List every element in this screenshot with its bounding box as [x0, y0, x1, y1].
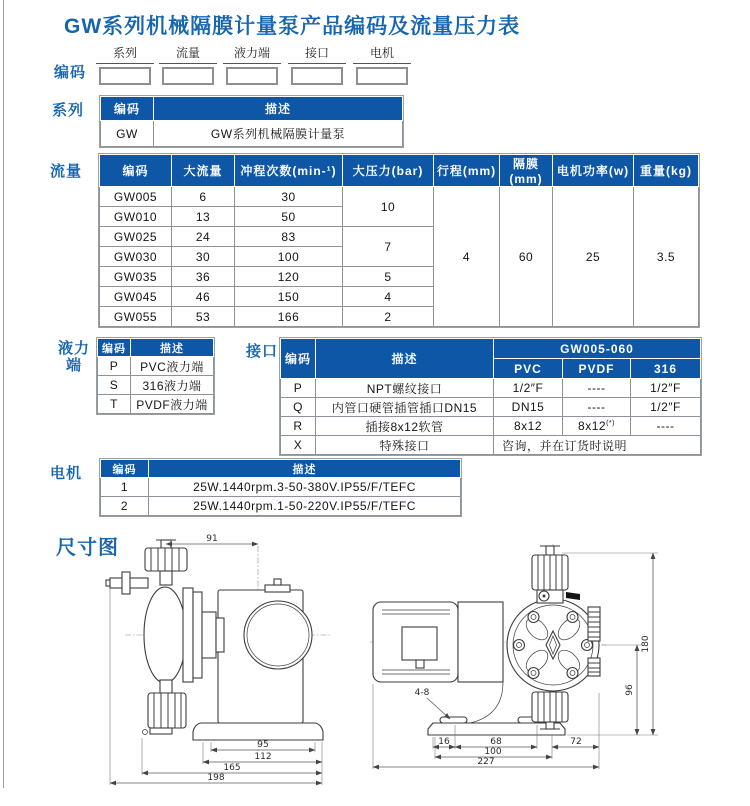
page-title: GW系列机械隔膜计量泵产品编码及流量压力表 — [64, 15, 521, 38]
table-header-row — [101, 460, 461, 478]
cell: 36 — [172, 267, 235, 287]
col-header: 电机功率(w) — [553, 155, 634, 187]
table-row — [98, 376, 214, 395]
cell — [563, 417, 631, 436]
coding-group-interface — [288, 44, 346, 85]
interface-section-label: 接口 — [246, 343, 279, 360]
col-header: 316 — [631, 359, 701, 379]
cell: PVDF液力端 — [131, 395, 214, 414]
col-header: 描述 — [149, 460, 461, 478]
cell: P — [281, 379, 316, 398]
coding-box-flow — [162, 67, 214, 85]
motor-table — [100, 459, 461, 516]
col-header: PVDF — [563, 359, 631, 379]
coding-box-interface — [291, 67, 343, 85]
table-row — [281, 379, 701, 398]
cell: 316液力端 — [131, 376, 214, 395]
cell: 150 — [235, 287, 343, 307]
cell: 2 — [101, 497, 149, 516]
coding-box-hydraulic — [226, 67, 278, 85]
cell: ---- — [563, 379, 631, 398]
cell: 24 — [172, 227, 235, 247]
dim-91: 91 — [206, 534, 218, 544]
cell: 25W.1440rpm.1-50-220V.IP55/F/TEFC — [149, 497, 461, 516]
dim-68: 68 — [490, 737, 502, 747]
cell: X — [281, 436, 316, 455]
table-row — [281, 417, 701, 436]
cell: 30 — [172, 247, 235, 267]
col-header: 编码 — [100, 155, 172, 187]
group-header: GW005-060 — [494, 339, 701, 359]
col-header: 描述 — [154, 97, 403, 121]
coding-group-motor — [353, 44, 411, 85]
hydraulic-label-line1: 液力 — [57, 340, 90, 357]
flow-table — [99, 154, 699, 327]
dim-100: 100 — [484, 747, 502, 757]
coding-field-label: 流量 — [159, 44, 217, 64]
dim-165: 165 — [223, 763, 241, 773]
col-header: 编码 — [101, 97, 154, 121]
hydraulic-section-label — [52, 340, 96, 374]
coding-box-series — [99, 67, 151, 85]
indicator-marker — [566, 592, 580, 600]
dim-72: 72 — [570, 737, 582, 747]
cell: 30 — [235, 187, 343, 207]
interface-table — [280, 338, 701, 455]
dim-180: 180 — [641, 635, 651, 653]
cell: 53 — [172, 307, 235, 327]
cell: GW025 — [100, 227, 172, 247]
col-header: 编码 — [98, 339, 131, 357]
coding-group-flow — [159, 44, 217, 85]
cell: 内管口硬管插管插口DN15 — [316, 398, 494, 417]
cell-power: 25 — [553, 187, 634, 327]
motor-section-label: 电机 — [50, 465, 83, 482]
cell: 6 — [172, 187, 235, 207]
cell: 1/2″F — [631, 379, 701, 398]
dim-198: 198 — [207, 773, 225, 783]
table-header-row — [100, 155, 699, 187]
cell: 1/2″F — [631, 398, 701, 417]
cell: ---- — [563, 398, 631, 417]
hydraulic-label-line2: 端 — [65, 357, 82, 374]
col-header: 大压力(bar) — [343, 155, 434, 187]
col-header: 描述 — [316, 339, 494, 379]
cell: 46 — [172, 287, 235, 307]
cell-weight: 3.5 — [634, 187, 699, 327]
cell: NPT螺纹接口 — [316, 379, 494, 398]
front-view-diagram — [370, 536, 670, 800]
dim-95: 95 — [257, 740, 269, 750]
cell-pressure: 2 — [343, 307, 434, 327]
cell: 100 — [235, 247, 343, 267]
col-header: 编码 — [101, 460, 149, 478]
cell: R — [281, 417, 316, 436]
col-header: 编码 — [281, 339, 316, 379]
col-header: 大流量 — [172, 155, 235, 187]
cell: 83 — [235, 227, 343, 247]
cell: T — [98, 395, 131, 414]
cell: 1/2″F — [494, 379, 563, 398]
left-edge-rule — [3, 0, 4, 788]
cell: 120 — [235, 267, 343, 287]
cell: GW045 — [100, 287, 172, 307]
cell-value: 8x12 — [578, 419, 607, 433]
cell: S — [98, 376, 131, 395]
table-header-row — [101, 97, 403, 121]
cell: 特殊接口 — [316, 436, 494, 455]
cell: GW010 — [100, 207, 172, 227]
cell-pressure: 4 — [343, 287, 434, 307]
flow-section-label: 流量 — [50, 163, 83, 180]
table-header-row — [98, 339, 214, 357]
dim-227: 227 — [477, 757, 495, 767]
table-row — [98, 357, 214, 376]
coding-field-label: 系列 — [96, 44, 154, 64]
table-row — [100, 187, 699, 207]
coding-field-label: 接口 — [288, 44, 346, 64]
footnote-marker: (*) — [606, 420, 615, 427]
cell: 13 — [172, 207, 235, 227]
cell: GW055 — [100, 307, 172, 327]
cell: 25W.1440rpm.3-50-380V.IP55/F/TEFC — [149, 478, 461, 497]
cell-pressure: 5 — [343, 267, 434, 287]
table-row — [281, 398, 701, 417]
pump-front-view — [370, 544, 606, 735]
dim-112: 112 — [254, 752, 272, 762]
cell: ---- — [631, 417, 701, 436]
cell: GW030 — [100, 247, 172, 267]
coding-section-label: 编码 — [54, 64, 87, 81]
table-row — [98, 395, 214, 414]
coding-group-series — [96, 44, 154, 85]
cell-pressure: 10 — [343, 187, 434, 227]
cell: DN15 — [494, 398, 563, 417]
pump-side-view — [106, 540, 332, 785]
cell-pressure: 7 — [343, 227, 434, 267]
side-view-diagram — [80, 534, 345, 800]
table-header-row — [281, 339, 701, 359]
cell: 50 — [235, 207, 343, 227]
cell: 1 — [101, 478, 149, 497]
dimensions-section-label: 尺寸图 — [56, 537, 119, 559]
dim-96: 96 — [625, 684, 635, 696]
coding-field-label: 电机 — [353, 44, 411, 64]
col-header: 描述 — [131, 339, 214, 357]
cell-stroke: 4 — [434, 187, 500, 327]
dim-holes: 4-8 — [414, 688, 430, 698]
cell: 166 — [235, 307, 343, 327]
cell: 插接8x12软管 — [316, 417, 494, 436]
hydraulic-table — [97, 338, 214, 414]
cell: Q — [281, 398, 316, 417]
table-row — [101, 121, 403, 147]
table-row — [101, 497, 461, 516]
series-section-label: 系列 — [52, 102, 85, 119]
coding-group-hydraulic — [223, 44, 281, 85]
cell: GW005 — [100, 187, 172, 207]
cell: PVC液力端 — [131, 357, 214, 376]
cell: GW系列机械隔膜计量泵 — [154, 121, 403, 147]
cell-diaphragm: 60 — [500, 187, 553, 327]
series-table — [100, 96, 403, 147]
coding-box-motor — [356, 67, 408, 85]
coding-field-label: 液力端 — [223, 44, 281, 64]
cell-note: 咨询，并在订货时说明 — [494, 436, 701, 455]
col-header: 隔膜(mm) — [500, 155, 553, 187]
col-header: 重量(kg) — [634, 155, 699, 187]
dim-16: 16 — [438, 737, 450, 747]
col-header: PVC — [494, 359, 563, 379]
table-row — [101, 478, 461, 497]
table-row — [281, 436, 701, 455]
col-header: 行程(mm) — [434, 155, 500, 187]
cell: GW — [101, 121, 154, 147]
col-header: 冲程次数(min-¹) — [235, 155, 343, 187]
cell: GW035 — [100, 267, 172, 287]
cell: 8x12 — [494, 417, 563, 436]
cell: P — [98, 357, 131, 376]
